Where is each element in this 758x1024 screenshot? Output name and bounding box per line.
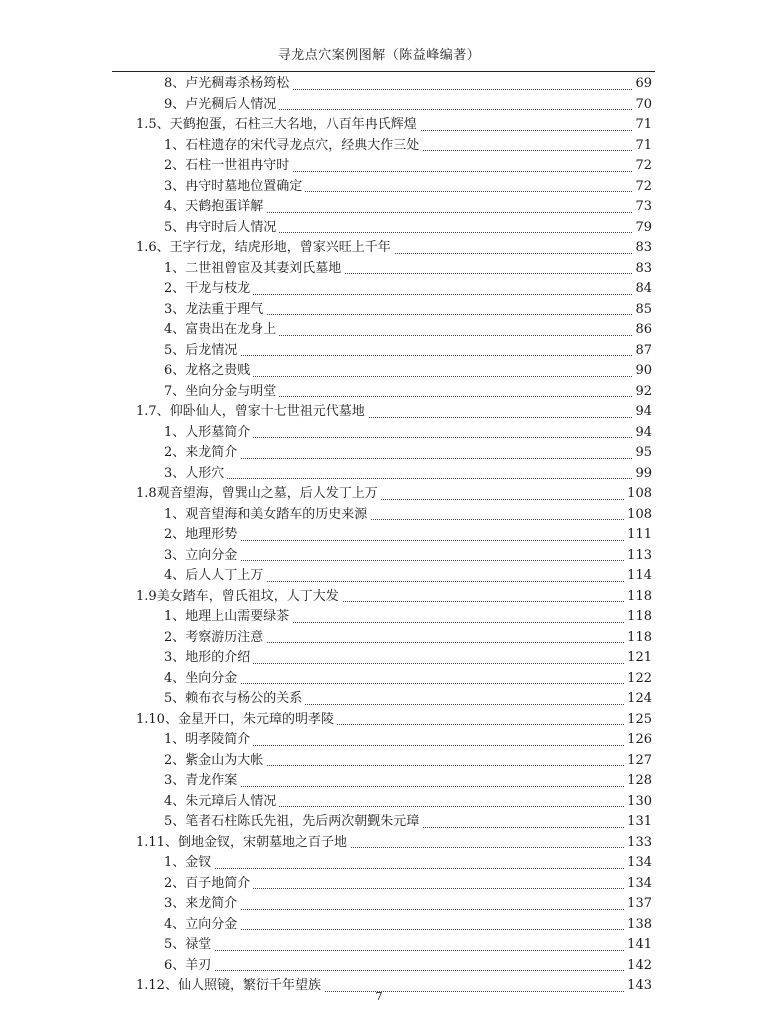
toc-entry-page: 114	[624, 566, 652, 587]
toc-entry[interactable]	[0, 730, 758, 751]
toc-entry-page: 134	[624, 874, 652, 895]
toc-entry-number: 1.6、	[136, 240, 170, 255]
toc-entry[interactable]	[0, 587, 758, 608]
toc-entry-page: 94	[632, 402, 652, 423]
toc-entry-page: 126	[624, 730, 652, 751]
toc-entry-text: 立向分金	[185, 916, 238, 932]
toc-entry-page: 92	[632, 382, 652, 403]
toc-entry-text: 冉守时墓地位置确定	[185, 178, 303, 194]
toc-entry-page: 122	[624, 669, 652, 690]
toc-entry-number: 1.7、	[136, 404, 170, 419]
toc-entry[interactable]	[0, 607, 758, 628]
toc-entry-title	[164, 730, 253, 751]
toc-entry[interactable]	[0, 279, 758, 300]
toc-entry[interactable]	[0, 935, 758, 956]
toc-entry-number: 3、	[164, 773, 186, 788]
toc-entry-page: 128	[624, 771, 652, 792]
toc-entry-title	[136, 484, 381, 505]
toc-entry-title	[164, 136, 422, 157]
toc-entry[interactable]	[0, 177, 758, 198]
toc-entry-page: 86	[632, 320, 652, 341]
toc-entry-number: 1.8	[136, 486, 157, 501]
toc-entry[interactable]	[0, 874, 758, 895]
toc-entry-number: 3、	[164, 465, 186, 481]
toc-entry-text: 地理上山需要绿茶	[185, 609, 290, 624]
toc-entry-text: 百子地简介	[185, 875, 251, 891]
toc-entry[interactable]	[0, 402, 758, 423]
toc-entry-page: 87	[632, 341, 652, 362]
toc-entry[interactable]	[0, 218, 758, 239]
toc-entry-page: 118	[624, 607, 652, 628]
dot-leader	[164, 478, 652, 479]
toc-entry-text: 地形的介绍	[185, 650, 251, 665]
dot-leader	[164, 950, 652, 951]
toc-entry[interactable]	[0, 300, 758, 321]
toc-entry-text: 来龙简介	[185, 445, 238, 460]
toc-entry-title	[164, 341, 240, 362]
toc-entry-title	[136, 587, 342, 608]
toc-entry-text: 朱元璋后人情况	[185, 793, 277, 809]
toc-entry-page: 108	[624, 505, 652, 526]
toc-entry-title	[136, 833, 350, 854]
toc-entry-number: 2、	[164, 158, 186, 173]
toc-entry-title	[164, 423, 253, 444]
toc-entry-number: 2、	[164, 445, 186, 460]
toc-entry-number: 2、	[164, 281, 186, 296]
toc-entry[interactable]	[0, 74, 758, 95]
toc-entry-number: 1、	[164, 732, 186, 747]
toc-entry-title	[164, 156, 292, 177]
toc-entry[interactable]	[0, 382, 758, 403]
toc-entry-title	[164, 935, 214, 956]
toc-entry-text: 石柱一世祖冉守时	[185, 158, 290, 173]
toc-entry-text: 笔者石柱陈氏先祖，先后两次朝觐朱元璋	[185, 814, 420, 829]
toc-entry-page: 95	[632, 443, 652, 464]
toc-entry-text: 坐向分金与明堂	[185, 383, 277, 399]
toc-entry-number: 6、	[164, 363, 186, 378]
toc-entry-page: 83	[632, 259, 652, 280]
toc-entry-title	[164, 771, 240, 792]
toc-entry-page: 94	[632, 423, 652, 444]
toc-entry[interactable]	[0, 648, 758, 669]
toc-entry[interactable]	[0, 484, 758, 505]
toc-entry-number: 1、	[164, 260, 186, 276]
toc-entry-text: 天鹤抱蛋详解	[185, 199, 264, 214]
toc-entry[interactable]	[0, 464, 758, 485]
toc-entry-title	[164, 505, 370, 526]
toc-entry[interactable]	[0, 341, 758, 362]
toc-entry-number: 1、	[164, 855, 186, 870]
toc-entry-text: 羊刃	[185, 957, 212, 973]
toc-entry-text: 天鹤抱蛋，石柱三大名地，八百年冉氏辉煌	[169, 117, 417, 132]
toc-entry-text: 卢光稠后人情况	[185, 96, 277, 112]
toc-entry-title	[164, 300, 266, 321]
toc-entry[interactable]	[0, 833, 758, 854]
toc-entry-text: 龙格之贵贱	[185, 363, 251, 378]
toc-entry-page: 125	[624, 710, 652, 731]
toc-entry-text: 冉守时后人情况	[185, 219, 277, 235]
toc-entry-number: 1.10、	[136, 711, 178, 727]
toc-entry-text: 富贵出在龙身上	[185, 322, 277, 337]
toc-entry-page: 70	[632, 95, 652, 116]
toc-entry-text: 立向分金	[185, 547, 238, 563]
toc-entry-number: 6、	[164, 957, 186, 973]
toc-entry-number: 9、	[164, 96, 186, 112]
toc-entry-title	[164, 464, 227, 485]
toc-entry-title	[164, 874, 253, 895]
toc-entry-page: 73	[632, 197, 652, 218]
toc-entry-title	[164, 546, 240, 567]
toc-entry-title	[164, 361, 253, 382]
toc-entry-title	[164, 853, 214, 874]
toc-entry-text: 明孝陵简介	[185, 732, 251, 747]
toc-entry-page: 72	[632, 177, 652, 198]
toc-entry-text: 龙法重于理气	[185, 301, 264, 317]
toc-entry-page: 69	[632, 74, 652, 95]
toc-entry-text: 干龙与枝龙	[185, 281, 251, 296]
toc-entry-number: 1、	[164, 506, 186, 522]
toc-entry-page: 137	[624, 894, 652, 915]
toc-entry-title	[164, 259, 344, 280]
toc-entry-number: 2、	[164, 629, 186, 645]
toc-entry-title	[164, 320, 279, 341]
toc-entry-page: 127	[624, 751, 652, 772]
toc-entry-text: 来龙简介	[185, 896, 238, 911]
toc-entry[interactable]	[0, 361, 758, 382]
toc-entry-page: 131	[624, 812, 652, 833]
toc-entry[interactable]	[0, 669, 758, 690]
toc-entry-number: 5、	[164, 342, 186, 358]
toc-entry-text: 赖布衣与杨公的关系	[185, 691, 303, 706]
toc-entry[interactable]	[0, 525, 758, 546]
toc-entry-number: 4、	[164, 793, 186, 809]
toc-entry[interactable]	[0, 566, 758, 587]
toc-entry-page: 142	[624, 956, 652, 977]
toc-entry-text: 美女踏车，曾氏祖坟，人丁大发	[156, 588, 339, 604]
toc-entry[interactable]	[0, 812, 758, 833]
toc-entry-number: 4、	[164, 322, 186, 337]
toc-entry-number: 4、	[164, 916, 186, 932]
toc-entry[interactable]	[0, 771, 758, 792]
toc-entry-number: 2、	[164, 527, 186, 542]
toc-entry-title	[164, 218, 279, 239]
toc-entry-page: 133	[624, 833, 652, 854]
toc-entry-text: 考察游历注意	[185, 629, 264, 645]
toc-entry-page: 108	[624, 484, 652, 505]
toc-entry-number: 3、	[164, 650, 186, 665]
toc-entry-text: 人形穴	[185, 465, 225, 481]
toc-entry[interactable]	[0, 689, 758, 710]
toc-entry-number: 1.11、	[136, 834, 178, 850]
toc-entry[interactable]	[0, 915, 758, 936]
toc-entry-number: 3、	[164, 178, 186, 194]
toc-entry-page: 99	[632, 464, 652, 485]
toc-entry[interactable]	[0, 423, 758, 444]
toc-entry-title	[136, 238, 394, 259]
toc-entry-text: 人形墓简介	[185, 424, 251, 440]
toc-entry-title	[136, 115, 420, 136]
toc-entry-page: 130	[624, 792, 652, 813]
toc-entry-number: 5、	[164, 814, 186, 829]
toc-entry-title	[164, 894, 240, 915]
toc-entry-number: 1.5、	[136, 117, 170, 132]
toc-entry-text: 二世祖曾宦及其妻刘氏墓地	[185, 260, 342, 276]
toc-entry-page: 118	[624, 587, 652, 608]
toc-entry-number: 1、	[164, 609, 186, 624]
toc-entry[interactable]	[0, 95, 758, 116]
toc-entry[interactable]	[0, 628, 758, 649]
page-header-title: 寻龙点穴案例图解（陈益峰编著）	[277, 48, 481, 63]
toc-entry-title	[164, 525, 240, 546]
toc-entry-number: 1.9	[136, 588, 157, 604]
toc-entry-number: 4、	[164, 199, 186, 214]
toc-entry[interactable]	[0, 238, 758, 259]
toc-entry-title	[164, 812, 422, 833]
toc-entry-number: 3、	[164, 547, 186, 563]
toc-entry-page: 143	[624, 976, 652, 997]
toc-entry[interactable]	[0, 853, 758, 874]
toc-entry-text: 地理形势	[185, 527, 238, 542]
toc-entry-page: 124	[624, 689, 652, 710]
toc-entry-text: 金星开口，朱元璋的明孝陵	[177, 711, 334, 727]
toc-entry-text: 青龙作案	[185, 773, 238, 788]
toc-entry-title	[164, 792, 279, 813]
toc-entry[interactable]	[0, 320, 758, 341]
toc-entry[interactable]	[0, 115, 758, 136]
toc-entry-text: 倒地金钗，宋朝墓地之百子地	[177, 834, 347, 850]
toc-entry-text: 观音望海，曾巽山之墓，后人发丁上万	[156, 486, 378, 501]
toc-entry[interactable]	[0, 751, 758, 772]
toc-entry[interactable]	[0, 259, 758, 280]
toc-entry[interactable]	[0, 956, 758, 977]
toc-entry-title	[164, 751, 266, 772]
toc-entry[interactable]	[0, 443, 758, 464]
toc-entry-text: 后人人丁上万	[185, 568, 264, 583]
toc-entry-page: 85	[632, 300, 652, 321]
toc-entry-number: 4、	[164, 670, 186, 686]
toc-entry-page: 71	[632, 115, 652, 136]
toc-entry-page: 118	[624, 628, 652, 649]
toc-entry-title	[164, 95, 279, 116]
toc-entry-text: 石柱遗存的宋代寻龙点穴，经典大作三处	[185, 137, 420, 153]
toc-entry-title	[164, 607, 292, 628]
toc-entry-title	[136, 402, 368, 423]
toc-entry-page: 84	[632, 279, 652, 300]
toc-entry-page: 134	[624, 853, 652, 874]
toc-entry-page: 111	[624, 525, 652, 546]
toc-entry-text: 紫金山为大帐	[185, 752, 264, 768]
toc-entry-text: 观音望海和美女踏车的历史来源	[185, 506, 368, 522]
toc-entry-text: 卢光稠毒杀杨筠松	[185, 76, 290, 91]
toc-entry-number: 5、	[164, 219, 186, 235]
toc-entry-page: 83	[632, 238, 652, 259]
toc-entry-number: 3、	[164, 301, 186, 317]
toc-entry-text: 后龙情况	[185, 342, 238, 358]
toc-entry-title	[164, 628, 266, 649]
toc-entry-page: 113	[624, 546, 652, 567]
toc-entry-page: 138	[624, 915, 652, 936]
toc-entry-page: 141	[624, 935, 652, 956]
toc-entry[interactable]	[0, 136, 758, 157]
toc-entry-number: 4、	[164, 568, 186, 583]
toc-entry[interactable]	[0, 894, 758, 915]
toc-entry-page: 121	[624, 648, 652, 669]
toc-entry-title	[136, 710, 337, 731]
toc-entry-title	[164, 443, 240, 464]
toc-entry[interactable]	[0, 505, 758, 526]
toc-entry[interactable]	[0, 546, 758, 567]
toc-entry-text: 金钗	[185, 855, 212, 870]
toc-entry[interactable]	[0, 710, 758, 731]
toc-entry-number: 5、	[164, 937, 186, 952]
dot-leader	[164, 970, 652, 971]
toc-entry[interactable]	[0, 156, 758, 177]
toc-entry-title	[164, 74, 292, 95]
toc-entry-text: 禄堂	[185, 937, 212, 952]
header-rule	[112, 71, 655, 72]
toc-entry-title	[164, 915, 240, 936]
toc-entry-number: 1、	[164, 424, 186, 440]
toc-entry-number: 2、	[164, 752, 186, 768]
toc-entry-title	[164, 648, 253, 669]
toc-entry-number: 7、	[164, 383, 186, 399]
toc-entry-text: 坐向分金	[185, 670, 238, 686]
toc-entry-number: 1.12、	[136, 978, 178, 993]
toc-entry-page: 79	[632, 218, 652, 239]
toc-entry-number: 8、	[164, 76, 186, 91]
toc-entry-number: 2、	[164, 875, 186, 891]
toc-entry-text: 仰卧仙人，曾家十七世祖元代墓地	[169, 404, 365, 419]
toc-entry-title	[164, 197, 266, 218]
dot-leader	[164, 868, 652, 869]
toc-entry-title	[164, 177, 305, 198]
toc-entry-number: 3、	[164, 896, 186, 911]
toc-entry[interactable]	[0, 792, 758, 813]
toc-entry-number: 1、	[164, 137, 186, 153]
toc-entry-title	[164, 669, 240, 690]
toc-entry-page: 90	[632, 361, 652, 382]
toc-entry-title	[164, 689, 305, 710]
toc-entry-text: 王字行龙，结虎形地，曾家兴旺上千年	[169, 240, 391, 255]
toc-entry-title	[164, 566, 266, 587]
toc-entry-page: 71	[632, 136, 652, 157]
toc-entry[interactable]	[0, 197, 758, 218]
toc-entry-text: 仙人照镜，繁衍千年望族	[177, 978, 321, 993]
page-number: 7	[375, 990, 383, 1003]
toc-entry-number: 5、	[164, 691, 186, 706]
toc-entry-title	[164, 956, 214, 977]
toc-entry-title	[164, 279, 253, 300]
toc-entry-title	[164, 382, 279, 403]
toc-entry-page: 72	[632, 156, 652, 177]
